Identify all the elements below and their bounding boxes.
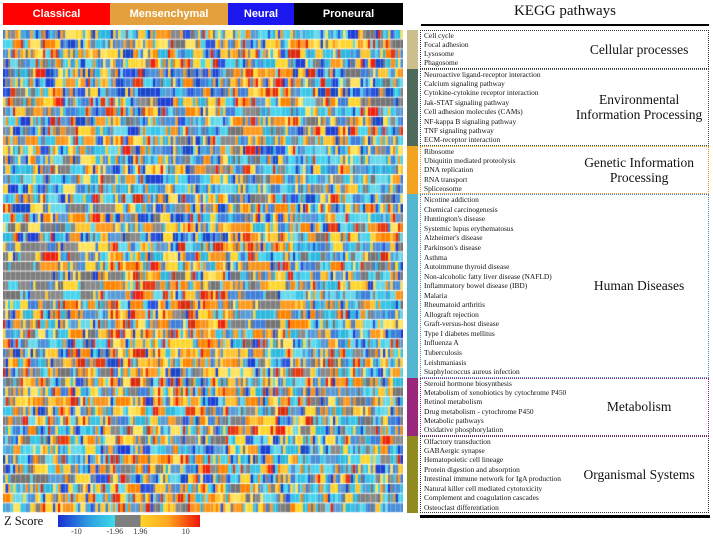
annotation-strip-environmental-information-processing bbox=[407, 69, 418, 146]
annotation-strip-cellular-processes bbox=[407, 30, 418, 69]
pathway-label: Steroid hormone biosynthesis bbox=[424, 378, 512, 388]
pathway-label: Graft-versus-host disease bbox=[424, 319, 499, 329]
pathway-label: Osteoclast differentiation bbox=[424, 502, 499, 512]
pathway-label: DNA replication bbox=[424, 165, 474, 175]
column-header-mensenchymal: Mensenchymal bbox=[110, 3, 228, 25]
kegg-box-genetic-information-processing bbox=[420, 146, 709, 194]
kegg-box-environmental-information-processing bbox=[420, 69, 709, 146]
pathway-label: Allograft rejection bbox=[424, 309, 479, 319]
pathway-label: Focal adhesion bbox=[424, 40, 469, 50]
pathway-label: Huntington's disease bbox=[424, 214, 486, 224]
zscore-tick: 1.96 bbox=[133, 527, 148, 536]
kegg-group-boxes bbox=[420, 30, 709, 513]
zscore-tick: 10 bbox=[181, 527, 190, 536]
zscore-tick: -10 bbox=[71, 527, 82, 536]
pathway-label: Asthma bbox=[424, 252, 447, 262]
kegg-box-metabolism bbox=[420, 378, 709, 436]
pathway-label: Ribosome bbox=[424, 146, 454, 156]
annotation-strip-organismal-systems bbox=[407, 436, 418, 513]
pathway-label: Natural killer cell mediated cytotoxicity bbox=[424, 483, 543, 493]
pathway-label: Parkinson's disease bbox=[424, 242, 481, 252]
pathway-label: TNF signaling pathway bbox=[424, 126, 494, 136]
pathway-label: Leishmaniasis bbox=[424, 357, 467, 367]
pathway-label: Influenza A bbox=[424, 338, 459, 348]
category-label-metabolism: Metabolism bbox=[606, 398, 672, 414]
pathway-label: Jak-STAT signaling pathway bbox=[424, 97, 510, 107]
pathway-label: Type I diabetes mellitus bbox=[424, 328, 495, 338]
pathway-label: Inflammatory bowel disease (IBD) bbox=[424, 281, 528, 291]
annotation-strip-metabolism bbox=[407, 378, 418, 436]
kegg-box-cellular-processes bbox=[420, 30, 709, 69]
pathway-label: Alzheimer's disease bbox=[424, 233, 483, 243]
pathway-label: RNA transport bbox=[424, 174, 468, 184]
kegg-box-human-diseases bbox=[420, 194, 709, 378]
pathway-label: Calcium signaling pathway bbox=[424, 79, 505, 89]
panel-bottom-double-line bbox=[420, 515, 710, 518]
pathway-label: Malaria bbox=[424, 290, 447, 300]
pathway-label: Phagosome bbox=[424, 58, 459, 68]
pathway-label: Cell adhesion molecules (CAMs) bbox=[424, 107, 523, 117]
pathway-label: Neuroactive ligand-receptor interaction bbox=[424, 69, 541, 79]
pathway-label: Retinol metabolism bbox=[424, 397, 483, 407]
panel-title: KEGG pathways bbox=[513, 3, 617, 19]
pathway-label: Nicotine addiction bbox=[424, 195, 479, 205]
category-label-environmental-information-processing: Environmental Information Processing bbox=[575, 91, 703, 123]
pathway-label: Protein digestion and absorption bbox=[424, 464, 520, 474]
zscore-heatmap-canvas bbox=[3, 30, 403, 513]
pathway-label: Intestinal immune network for IgA production bbox=[424, 474, 561, 484]
pathway-label: NF-kappa B signaling pathway bbox=[424, 116, 517, 126]
title-underline bbox=[421, 24, 709, 26]
column-header-classical: Classical bbox=[3, 3, 110, 25]
pathway-label: Autoimmune thyroid disease bbox=[424, 262, 510, 272]
pathway-label: Olfactory transduction bbox=[424, 436, 491, 446]
category-label-cellular-processes: Cellular processes bbox=[589, 41, 689, 57]
pathway-label: GABAergic synapse bbox=[424, 446, 485, 456]
pathway-label: Ubiquitin mediated proteolysis bbox=[424, 156, 516, 166]
column-header-proneural: Proneural bbox=[294, 3, 403, 25]
pathway-label: Lysosome bbox=[424, 49, 454, 59]
pathway-label: Metabolism of xenobiotics by cytochrome P450 bbox=[424, 387, 567, 397]
zscore-colorbar-ticks bbox=[58, 527, 200, 537]
pathway-label: ECM-receptor interaction bbox=[424, 135, 501, 145]
pathway-label: Rheumatoid arthritis bbox=[424, 300, 485, 310]
pathway-group-annotation-strip bbox=[407, 30, 418, 513]
pathway-label: Cell cycle bbox=[424, 30, 454, 40]
pathway-label: Tuberculosis bbox=[424, 348, 462, 357]
pathway-label: Systemic lupus erythematosus bbox=[424, 223, 514, 233]
pathway-label: Spliceosome bbox=[424, 183, 462, 193]
zscore-colorbar bbox=[58, 515, 200, 527]
subtype-column-header bbox=[3, 3, 403, 25]
pathway-label: Oxidative phosphorylation bbox=[424, 425, 504, 435]
kegg-box-organismal-systems bbox=[420, 436, 709, 513]
pathway-label: Non-alcoholic fatty liver disease (NAFLD) bbox=[424, 271, 552, 281]
pathway-label: Staphylococcus aureus infection bbox=[424, 367, 520, 377]
pathway-label: Complement and coagulation cascades bbox=[424, 493, 539, 503]
zscore-tick: -1.96 bbox=[106, 527, 124, 536]
zscore-legend-label: Z Score bbox=[4, 514, 44, 528]
category-label-genetic-information-processing: Genetic Information Processing bbox=[584, 154, 695, 186]
category-label-human-diseases: Human Diseases bbox=[593, 278, 685, 294]
pathway-label: Metabolic pathways bbox=[424, 415, 484, 425]
pathway-label: Drug metabolism - cytochrome P450 bbox=[424, 406, 534, 416]
annotation-strip-human-diseases bbox=[407, 194, 418, 378]
pathway-label: Chemical carcinogenesis bbox=[424, 204, 498, 214]
column-header-neural: Neural bbox=[228, 3, 294, 25]
annotation-strip-genetic-information-processing bbox=[407, 146, 418, 194]
pathway-label: Cytokine-cytokine receptor interaction bbox=[424, 88, 539, 98]
category-label-organismal-systems: Organismal Systems bbox=[583, 466, 695, 482]
pathway-label: Hematopoietic cell lineage bbox=[424, 455, 504, 465]
